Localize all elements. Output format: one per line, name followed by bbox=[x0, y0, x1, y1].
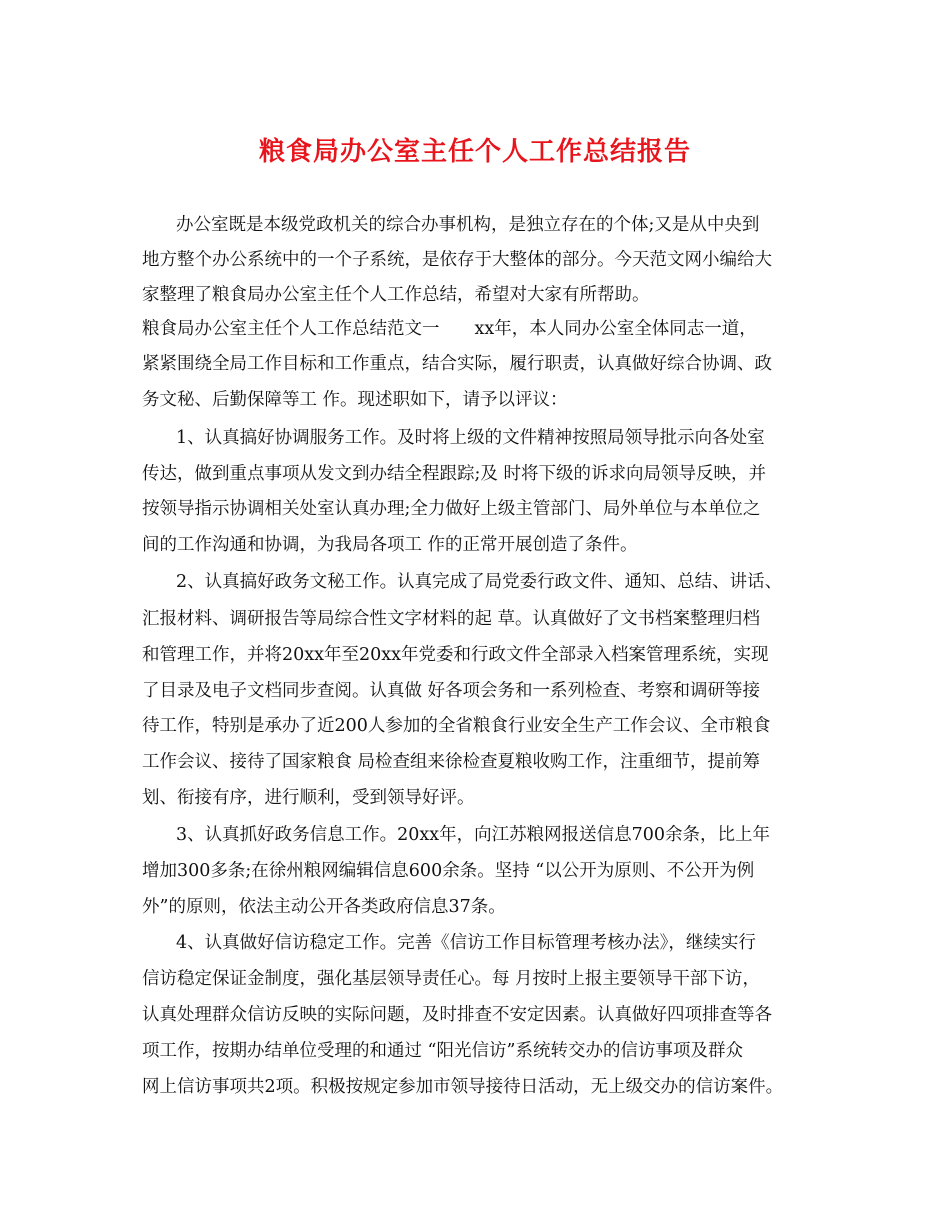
paragraph-line: 1、认真搞好协调服务工作。及时将上级的文件精神按照局领导批示向各处室 bbox=[176, 428, 765, 448]
paragraph-line: 粮食局办公室主任个人工作总结范文一 xx年，本人同办公室全体同志一道， bbox=[142, 319, 757, 339]
paragraph-line: 2、认真搞好政务文秘工作。认真完成了局党委行政文件、通知、总结、讲话、 bbox=[176, 572, 783, 592]
paragraph-line: 和管理工作，并将20xx年至20xx年党委和行政文件全部录入档案管理系统，实现 bbox=[142, 645, 769, 665]
paragraph-line: 3、认真抓好政务信息工作。20xx年，向江苏粮网报送信息700余条，比上年 bbox=[176, 825, 771, 845]
paragraph-line: 工作会议、接待了国家粮食 局检查组来徐检查夏粮收购工作，注重细节，提前筹 bbox=[142, 752, 761, 772]
paragraph-line: 地方整个办公系统中的一个子系统，是依存于大整体的部分。今天范文网小编给大 bbox=[142, 250, 772, 270]
paragraph-line: 家整理了粮食局办公室主任个人工作总结，希望对大家有所帮助。 bbox=[142, 285, 650, 305]
paragraph-line: 务文秘、后勤保障等工 作。现述职如下，请予以评议： bbox=[142, 390, 568, 410]
paragraph-line: 项工作，按期办结单位受理的和通过 “阳光信访”系统转交办的信访事项及群众 bbox=[142, 1041, 743, 1061]
paragraph-line: 信访稳定保证金制度，强化基层领导责任心。每 月按时上报主要领导干部下访， bbox=[142, 969, 761, 989]
paragraph-line: 待工作，特别是承办了近200人参加的全省粮食行业安全生产工作会议、全市粮食 bbox=[142, 716, 771, 736]
paragraph-line: 按领导指示协调相关处室认真办理;全力做好上级主管部门、局外单位与本单位之 bbox=[142, 499, 761, 519]
document-title: 粮食局办公室主任个人工作总结报告 bbox=[258, 137, 691, 167]
paragraph-line: 网上信访事项共2项。积极按规定参加市领导接待日活动，无上级交办的信访案件。 bbox=[142, 1077, 784, 1097]
paragraph-line: 外”的原则，依法主动公开各类政府信息37条。 bbox=[142, 897, 506, 917]
paragraph-line: 增加300多条;在徐州粮网编辑信息600余条。坚持 “以公开为原则、不公开为例 bbox=[142, 861, 755, 881]
paragraph-line: 汇报材料、调研报告等局综合性文字材料的起 草。认真做好了文书档案整理归档 bbox=[142, 609, 761, 629]
paragraph-line: 办公室既是本级党政机关的综合办事机构，是独立存在的个体;又是从中央到 bbox=[176, 215, 760, 235]
paragraph-line: 划、衔接有序，进行顺利，受到领导好评。 bbox=[142, 788, 475, 808]
paragraph-line: 间的工作沟通和协调，为我局各项工 作的正常开展创造了条件。 bbox=[142, 535, 638, 555]
paragraph-line: 了目录及电子文档同步查阅。认真做 好各项会务和一系列检查、考察和调研等接 bbox=[142, 681, 761, 701]
paragraph-line: 传达，做到重点事项从发文到办结全程跟踪;及 时将下级的诉求向局领导反映，并 bbox=[142, 464, 766, 484]
paragraph-line: 认真处理群众信访反映的实际问题，及时排查不安定因素。认真做好四项排查等各 bbox=[142, 1005, 772, 1025]
paragraph-line: 紧紧围绕全局工作目标和工作重点，结合实际，履行职责，认真做好综合协调、政 bbox=[142, 354, 772, 374]
paragraph-line: 4、认真做好信访稳定工作。完善《信访工作目标管理考核办法》，继续实行 bbox=[176, 933, 756, 953]
